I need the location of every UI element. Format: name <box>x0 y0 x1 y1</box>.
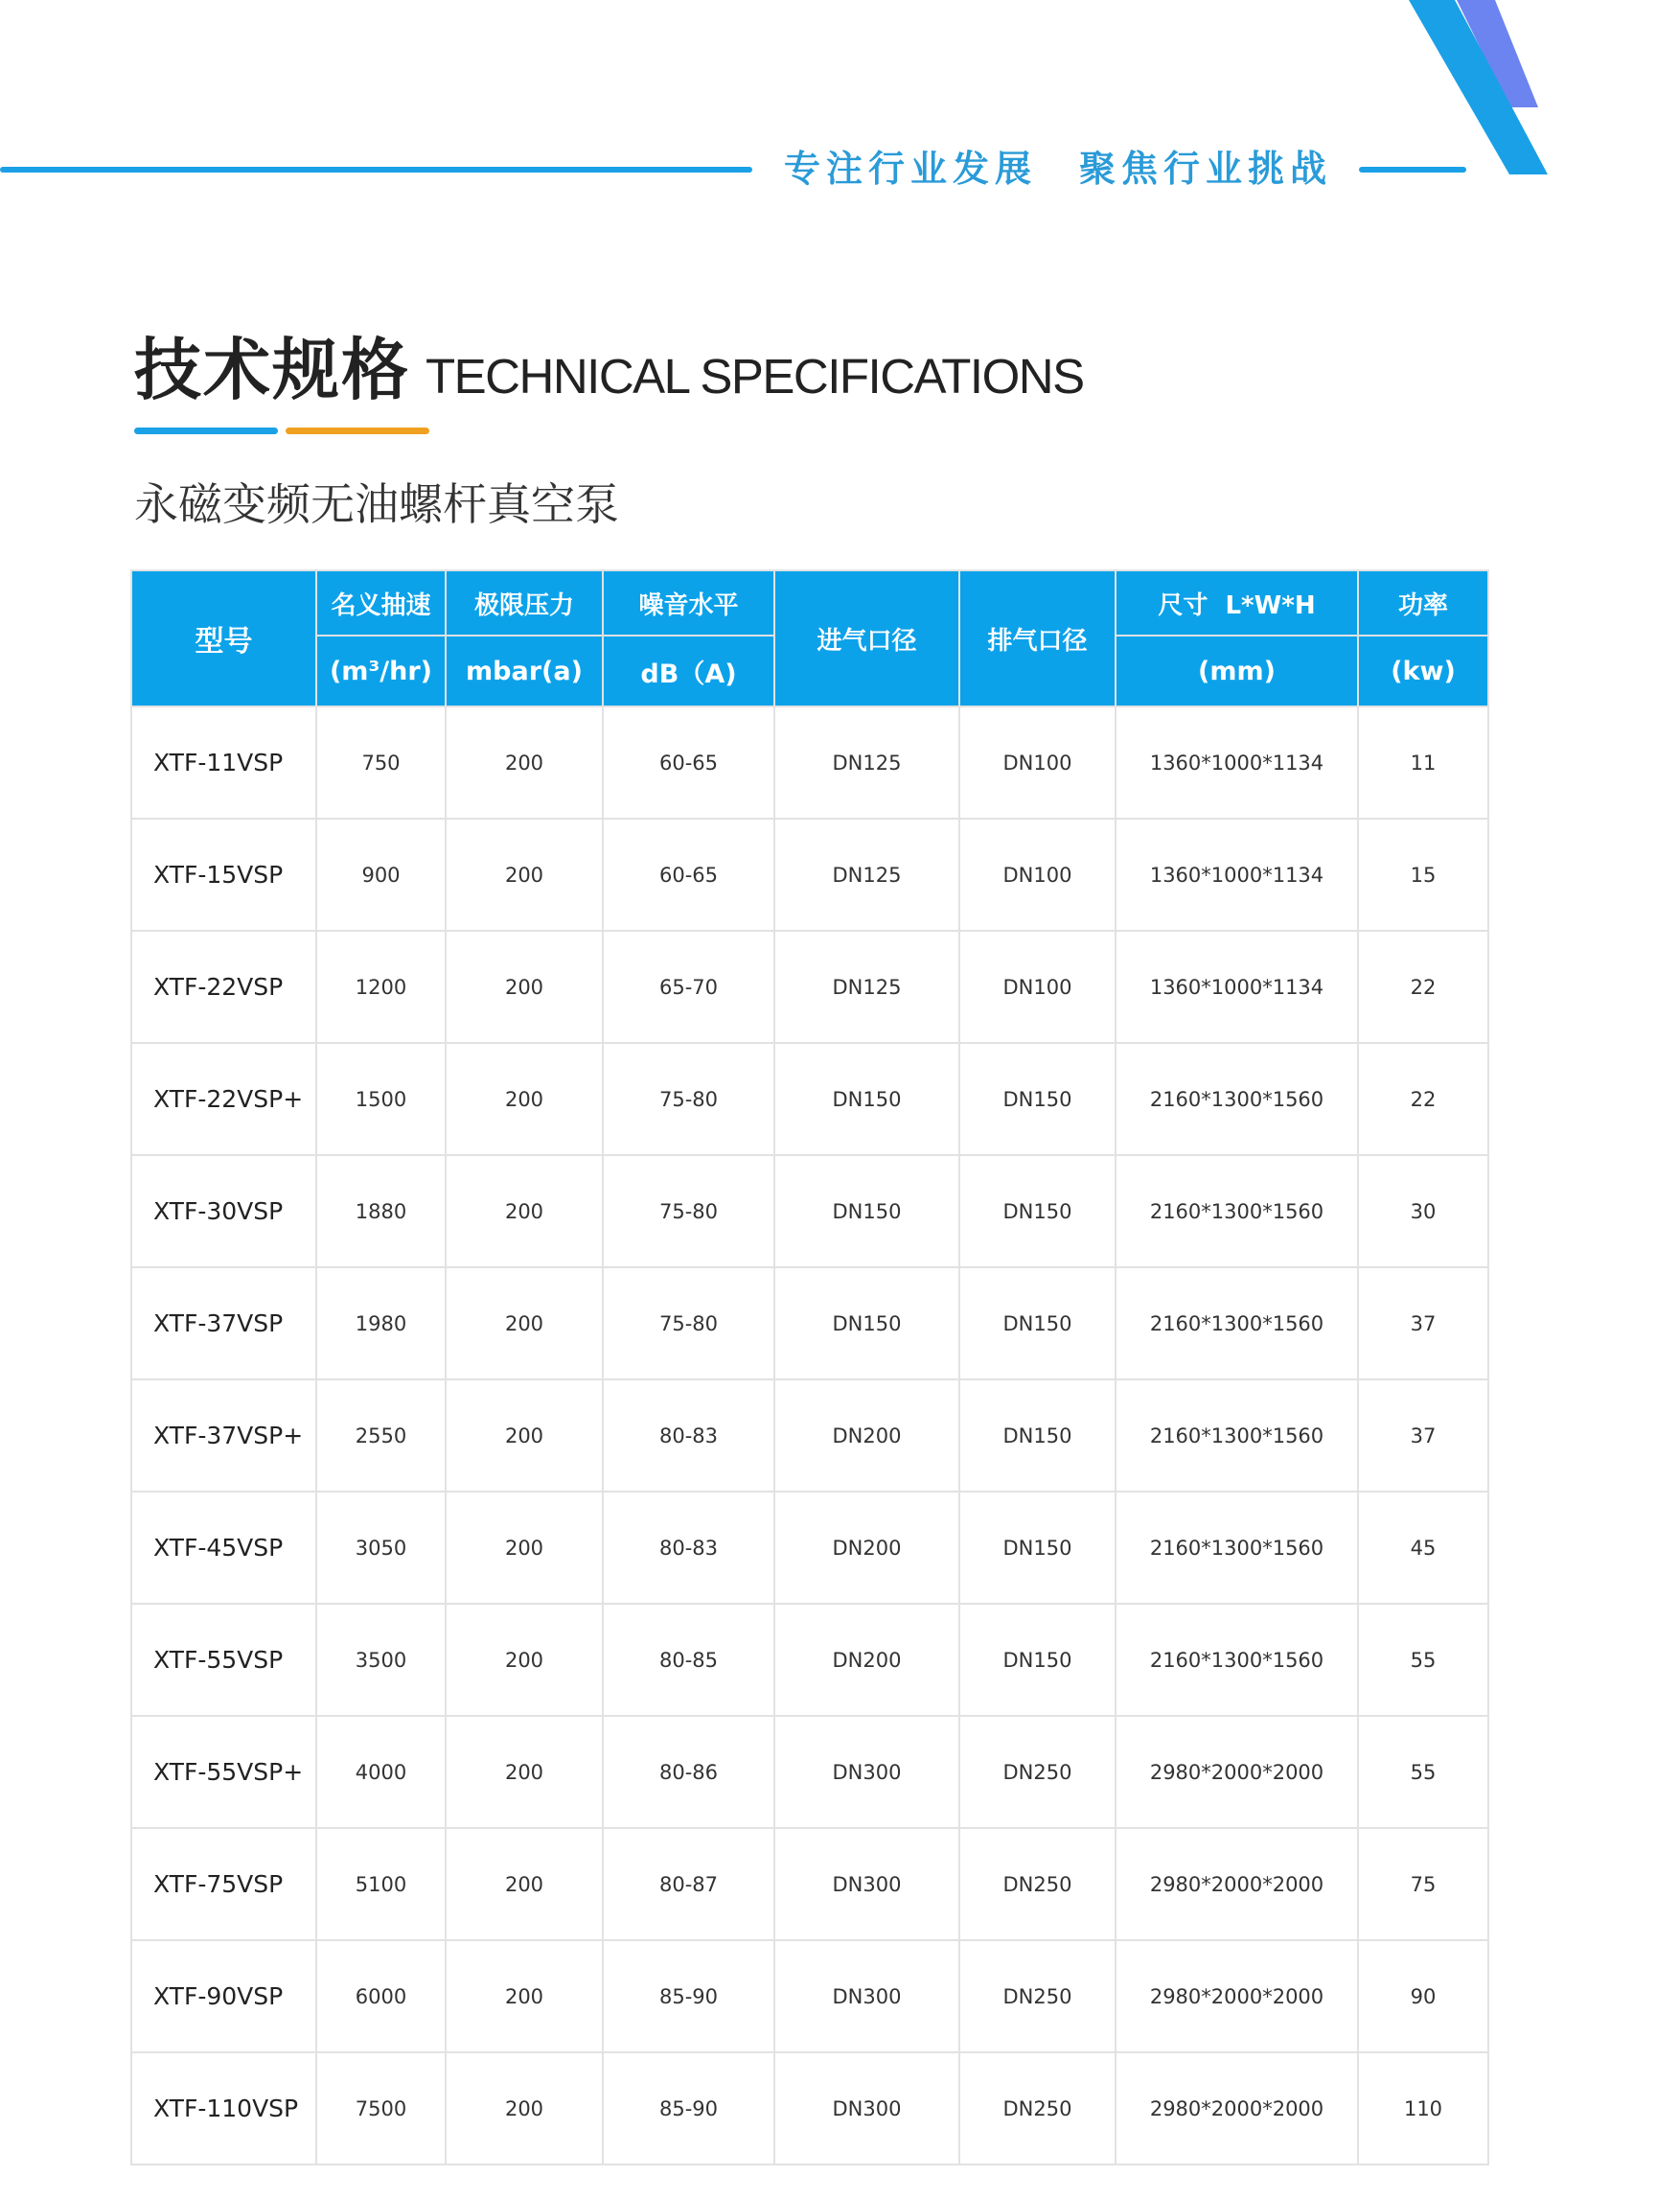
cell-outlet: DN250 <box>959 1940 1116 2052</box>
header-size: 尺寸 L*W*H <box>1116 570 1358 636</box>
cell-speed: 2550 <box>316 1379 446 1492</box>
cell-outlet: DN250 <box>959 2052 1116 2164</box>
cell-power: 37 <box>1358 1267 1488 1379</box>
cell-speed: 3050 <box>316 1492 446 1604</box>
table-row <box>131 1043 1488 1155</box>
cell-outlet: DN150 <box>959 1379 1116 1492</box>
cell-outlet: DN150 <box>959 1155 1116 1267</box>
cell-outlet: DN100 <box>959 819 1116 931</box>
cell-noise: 80-83 <box>603 1492 774 1604</box>
table-row <box>131 1379 1488 1492</box>
cell-noise: 60-65 <box>603 706 774 819</box>
cell-noise: 65-70 <box>603 931 774 1043</box>
cell-inlet: DN300 <box>774 1716 959 1828</box>
cell-model: XTF-55VSP <box>131 1604 316 1716</box>
title-en: TECHNICAL SPECIFICATIONS <box>426 349 1084 404</box>
cell-speed: 1500 <box>316 1043 446 1155</box>
cell-pressure: 200 <box>446 1940 603 2052</box>
cell-model: XTF-22VSP <box>131 931 316 1043</box>
table-row <box>131 1716 1488 1828</box>
cell-noise: 75-80 <box>603 1155 774 1267</box>
cell-inlet: DN200 <box>774 1379 959 1492</box>
cell-pressure: 200 <box>446 1267 603 1379</box>
diagonal-stripe-decoration <box>1380 0 1553 182</box>
cell-size: 2980*2000*2000 <box>1116 2052 1358 2164</box>
cell-power: 55 <box>1358 1716 1488 1828</box>
cell-inlet: DN150 <box>774 1155 959 1267</box>
cell-size: 2160*1300*1560 <box>1116 1043 1358 1155</box>
cell-inlet: DN125 <box>774 819 959 931</box>
header-pressure: 极限压力 <box>446 570 603 636</box>
cell-noise: 75-80 <box>603 1043 774 1155</box>
cell-size: 2160*1300*1560 <box>1116 1492 1358 1604</box>
cell-speed: 5100 <box>316 1828 446 1940</box>
cell-model: XTF-75VSP <box>131 1828 316 1940</box>
cell-pressure: 200 <box>446 1604 603 1716</box>
cell-model: XTF-37VSP <box>131 1267 316 1379</box>
section-title <box>134 316 1084 413</box>
cell-pressure: 200 <box>446 2052 603 2164</box>
cell-noise: 75-80 <box>603 1267 774 1379</box>
header-power: 功率 <box>1358 570 1488 636</box>
cell-power: 15 <box>1358 819 1488 931</box>
cell-power: 55 <box>1358 1604 1488 1716</box>
table-row <box>131 931 1488 1043</box>
cell-inlet: DN300 <box>774 2052 959 2164</box>
title-underline-blue <box>134 428 278 434</box>
cell-power: 90 <box>1358 1940 1488 2052</box>
header-speed: 名义抽速 <box>316 570 446 636</box>
header-noise: 噪音水平 <box>603 570 774 636</box>
header-power-unit: (kw) <box>1358 636 1488 706</box>
cell-inlet: DN150 <box>774 1267 959 1379</box>
cell-pressure: 200 <box>446 1492 603 1604</box>
table-row <box>131 706 1488 819</box>
cell-size: 1360*1000*1134 <box>1116 931 1358 1043</box>
cell-power: 22 <box>1358 1043 1488 1155</box>
cell-outlet: DN250 <box>959 1716 1116 1828</box>
title-cn: 技术规格 <box>134 331 410 409</box>
header-speed-unit: (m³/hr) <box>316 636 446 706</box>
cell-inlet: DN300 <box>774 1940 959 2052</box>
cell-pressure: 200 <box>446 819 603 931</box>
title-underline-orange <box>286 428 429 434</box>
cell-speed: 4000 <box>316 1716 446 1828</box>
cell-size: 2980*2000*2000 <box>1116 1940 1358 2052</box>
cell-inlet: DN200 <box>774 1604 959 1716</box>
cell-inlet: DN125 <box>774 931 959 1043</box>
cell-power: 75 <box>1358 1828 1488 1940</box>
cell-model: XTF-110VSP <box>131 2052 316 2164</box>
cell-noise: 60-65 <box>603 819 774 931</box>
table-row <box>131 1828 1488 1940</box>
cell-inlet: DN125 <box>774 706 959 819</box>
table-row <box>131 1940 1488 2052</box>
cell-power: 37 <box>1358 1379 1488 1492</box>
table-row <box>131 1492 1488 1604</box>
cell-noise: 80-85 <box>603 1604 774 1716</box>
cell-power: 11 <box>1358 706 1488 819</box>
cell-pressure: 200 <box>446 1155 603 1267</box>
cell-noise: 80-83 <box>603 1379 774 1492</box>
cell-pressure: 200 <box>446 1043 603 1155</box>
cell-power: 22 <box>1358 931 1488 1043</box>
header-outlet: 排气口径 <box>959 570 1116 706</box>
banner-line-left <box>0 167 752 173</box>
cell-speed: 900 <box>316 819 446 931</box>
banner-slogan <box>784 144 1332 194</box>
header-pressure-unit: mbar(a) <box>446 636 603 706</box>
cell-power: 110 <box>1358 2052 1488 2164</box>
cell-size: 1360*1000*1134 <box>1116 819 1358 931</box>
cell-size: 2160*1300*1560 <box>1116 1155 1358 1267</box>
spec-table-header <box>131 570 1488 706</box>
cell-model: XTF-22VSP+ <box>131 1043 316 1155</box>
cell-speed: 1980 <box>316 1267 446 1379</box>
cell-pressure: 200 <box>446 931 603 1043</box>
cell-inlet: DN300 <box>774 1828 959 1940</box>
cell-pressure: 200 <box>446 1828 603 1940</box>
slogan-left: 专注行业发展 <box>784 148 1038 190</box>
header-model: 型号 <box>131 570 316 706</box>
cell-model: XTF-90VSP <box>131 1940 316 2052</box>
spec-table <box>130 569 1489 2165</box>
cell-noise: 85-90 <box>603 2052 774 2164</box>
cell-pressure: 200 <box>446 706 603 819</box>
cell-outlet: DN100 <box>959 931 1116 1043</box>
header-noise-unit: dB（A) <box>603 636 774 706</box>
spec-table-body <box>131 706 1488 2164</box>
cell-inlet: DN200 <box>774 1492 959 1604</box>
cell-pressure: 200 <box>446 1716 603 1828</box>
cell-noise: 80-86 <box>603 1716 774 1828</box>
cell-model: XTF-37VSP+ <box>131 1379 316 1492</box>
cell-pressure: 200 <box>446 1379 603 1492</box>
cell-inlet: DN150 <box>774 1043 959 1155</box>
table-row <box>131 1604 1488 1716</box>
cell-outlet: DN250 <box>959 1828 1116 1940</box>
cell-power: 30 <box>1358 1155 1488 1267</box>
cell-size: 2980*2000*2000 <box>1116 1828 1358 1940</box>
cell-speed: 750 <box>316 706 446 819</box>
cell-outlet: DN150 <box>959 1604 1116 1716</box>
cell-speed: 7500 <box>316 2052 446 2164</box>
cell-noise: 80-87 <box>603 1828 774 1940</box>
header-size-unit: (mm) <box>1116 636 1358 706</box>
table-row <box>131 2052 1488 2164</box>
cell-outlet: DN150 <box>959 1267 1116 1379</box>
cell-model: XTF-45VSP <box>131 1492 316 1604</box>
table-row <box>131 1267 1488 1379</box>
header-inlet: 进气口径 <box>774 570 959 706</box>
cell-model: XTF-30VSP <box>131 1155 316 1267</box>
cell-size: 1360*1000*1134 <box>1116 706 1358 819</box>
cell-speed: 3500 <box>316 1604 446 1716</box>
cell-size: 2160*1300*1560 <box>1116 1604 1358 1716</box>
cell-outlet: DN100 <box>959 706 1116 819</box>
cell-outlet: DN150 <box>959 1043 1116 1155</box>
cell-speed: 1880 <box>316 1155 446 1267</box>
product-subtitle: 永磁变频无油螺杆真空泵 <box>134 478 619 530</box>
cell-speed: 6000 <box>316 1940 446 2052</box>
cell-model: XTF-11VSP <box>131 706 316 819</box>
cell-noise: 85-90 <box>603 1940 774 2052</box>
cell-size: 2980*2000*2000 <box>1116 1716 1358 1828</box>
cell-size: 2160*1300*1560 <box>1116 1267 1358 1379</box>
cell-model: XTF-55VSP+ <box>131 1716 316 1828</box>
table-row <box>131 1155 1488 1267</box>
slogan-right: 聚焦行业挑战 <box>1079 148 1333 190</box>
cell-model: XTF-15VSP <box>131 819 316 931</box>
cell-speed: 1200 <box>316 931 446 1043</box>
cell-outlet: DN150 <box>959 1492 1116 1604</box>
table-row <box>131 819 1488 931</box>
cell-size: 2160*1300*1560 <box>1116 1379 1358 1492</box>
cell-power: 45 <box>1358 1492 1488 1604</box>
